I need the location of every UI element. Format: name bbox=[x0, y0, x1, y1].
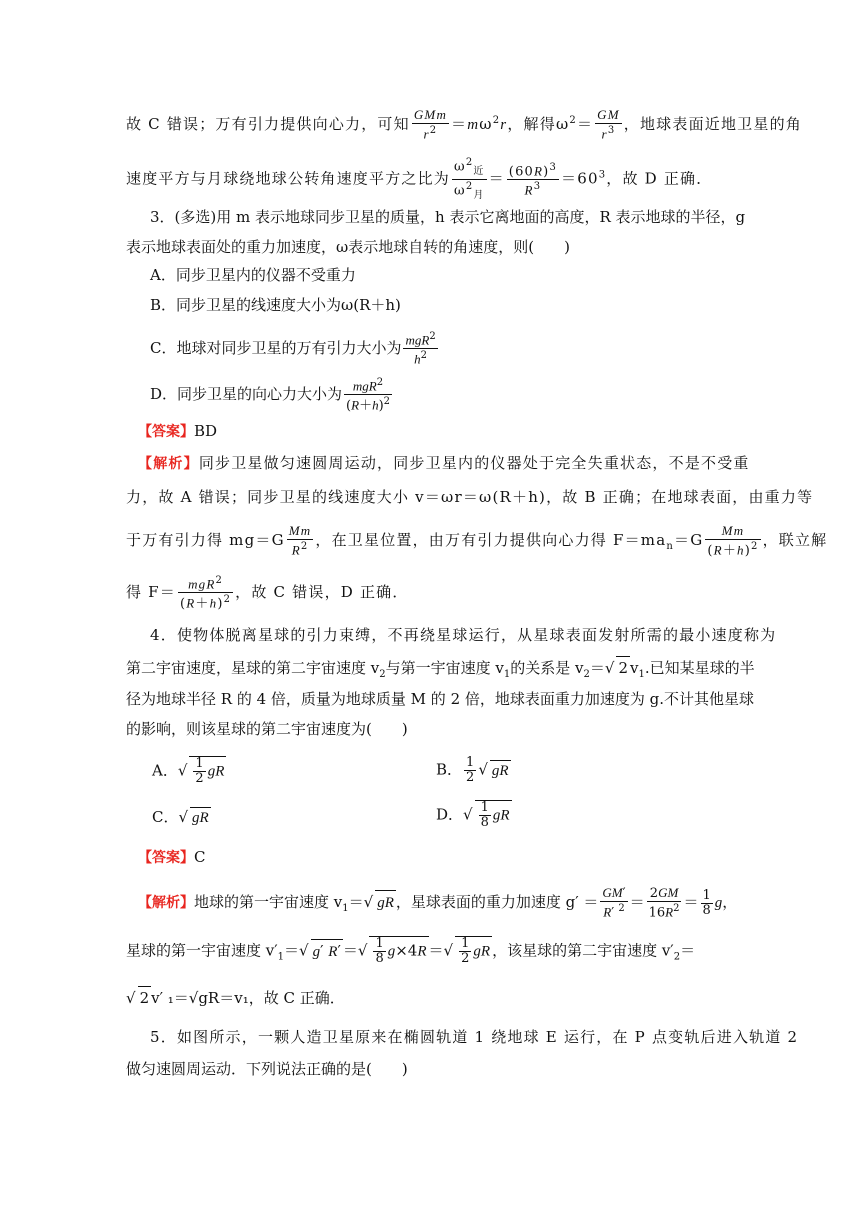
text-run: 故 C 错误；万有引力提供向心力，可知 bbox=[126, 115, 410, 134]
fraction: $\frac{1}{2}$ bbox=[195, 756, 204, 786]
text-run: D． bbox=[436, 805, 464, 824]
explanation-4-line-2: 星球的第一宇宙速度 $v'_1=√$ g′ R′ ＝√ $\frac{1}{8}$ g×4R ＝√ $\frac{1}{2}$ gR ，该星球的第二宇宙速度 $v'_2=$ bbox=[126, 936, 696, 966]
text-run: ，该星球的第二宇宙速度 v′ bbox=[492, 941, 674, 960]
answer-value: BD bbox=[194, 422, 218, 440]
fraction: $\omega^2_近$ $\omega^2_月$ bbox=[454, 157, 485, 201]
text-run: 同步卫星做匀速圆周运动，同步卫星内的仪器处于完全失重状态，不是不受重 bbox=[198, 454, 750, 472]
answer-tag: 【答案】 bbox=[138, 850, 194, 866]
explanation-3-line-2: 力，故 A 错误；同步卫星的线速度大小 v＝ωr＝ω(R＋h)，故 B 正确；在地球表面，由重力等 bbox=[126, 488, 814, 506]
text-run: D．同步卫星的向心力大小为 bbox=[150, 384, 343, 403]
explanation-tag: 【解析】 bbox=[138, 456, 199, 472]
fraction: GMm $r^2$ bbox=[413, 107, 448, 142]
text-run: ＝G bbox=[674, 531, 704, 550]
option-a: A．同步卫星内的仪器不受重力 bbox=[150, 266, 356, 284]
fraction: $\frac{GM'}{R' ^2}$ bbox=[602, 885, 626, 921]
text-run: v′ ₁＝√gR＝v₁，故 C 正确． bbox=[151, 989, 345, 1007]
question-3-line-2: 表示地球表面处的重力加速度，ω表示地球自转的角速度，则( ) bbox=[126, 238, 570, 256]
text-run: ＝ bbox=[284, 941, 300, 960]
question-4-line-3: 径为地球半径 R 的 4 倍，质量为地球质量 M 的 2 倍，地球表面重力加速度为 g.不计其他星球 bbox=[126, 690, 755, 708]
option-d: D．√ $\frac{1}{8}$ gR bbox=[436, 800, 510, 830]
answer-value: C bbox=[194, 848, 206, 866]
text-run: ＝ bbox=[680, 941, 696, 960]
explanation-tag: 【解析】 bbox=[138, 895, 194, 912]
text-line: 故 C 错误；万有引力提供向心力，可知 GMm $r^2$ $=m\omega^2r$，解得$\omega^2=$ $\frac{GM}{r^3}$ ，地球表面近地卫星的角 bbox=[126, 107, 802, 142]
text-run: C． bbox=[152, 808, 179, 826]
fraction: $\frac{1}{8}$ bbox=[702, 887, 711, 918]
text-run: 与第一宇宙速度 v bbox=[385, 659, 504, 677]
text-run: ，联立解 bbox=[762, 531, 828, 550]
text-run: 第二宇宙速度，星球的第二宇宙速度 v bbox=[126, 659, 380, 677]
fraction: $\frac{Mm}{R^2}$ bbox=[288, 523, 312, 558]
option-c bbox=[150, 330, 762, 368]
answer-3 bbox=[138, 420, 750, 443]
text-run: 地球的第一宇宙速度 v bbox=[194, 893, 343, 912]
text-run: .已知某星球的半 bbox=[644, 659, 755, 677]
text-run: B． bbox=[436, 760, 463, 779]
question-4-line-1: 4．使物体脱离星球的引力束缚，不再绕星球运行，从星球表面发射所需的最小速度称为 bbox=[150, 626, 777, 644]
text-run: ，在卫星位置，由万有引力提供向心力得 F＝ma bbox=[315, 531, 667, 550]
answer-4 bbox=[138, 846, 750, 869]
text-run: ，故 C 错误，D 正确． bbox=[235, 582, 409, 601]
text-run: 得 F＝ bbox=[126, 582, 176, 601]
question-4-line-2: 第二宇宙速度，星球的第二宇宙速度 $v_2$与第一宇宙速度 $v_1$的关系是 $v_2=√$ 2 $v_1$.已知某星球的半 bbox=[126, 656, 738, 686]
text-run: 速度平方与月球绕地球公转角速度平方之比为 bbox=[126, 169, 451, 188]
explanation-4-line-3: √ 2 v′ ₁＝√gR＝v₁，故 C 正确． bbox=[126, 986, 738, 1009]
fraction: $\frac{1}{8}$ bbox=[480, 800, 489, 830]
fraction: $\frac{1}{8}$ bbox=[375, 936, 384, 966]
text-run: ，解得 bbox=[507, 115, 556, 134]
text-line: 速度平方与月球绕地球公转角速度平方之比为 $\omega^2_近$ $\omega^2_月$ ＝ $\frac{(60R)^3}{R^3}$ $=60^3$，故 D 正确． bbox=[126, 157, 713, 201]
fraction: mgR$^2$ $(R+h)^2$ bbox=[179, 575, 232, 612]
fraction: mgR$^2$ $h^2$ bbox=[405, 331, 436, 367]
fraction: $\frac{(60R)^3}{R^3}$ bbox=[508, 161, 558, 198]
text-run: ，星球表面的重力加速度 g′ ＝ bbox=[395, 893, 599, 912]
text-run: ，故 D 正确． bbox=[606, 169, 713, 188]
question-5-line-2: 做匀速圆周运动．下列说法正确的是( ) bbox=[126, 1060, 408, 1078]
option-b: B． $\frac{1}{2}$ √ gR bbox=[436, 755, 509, 785]
answer-tag: 【答案】 bbox=[138, 424, 194, 440]
text-run: A． bbox=[152, 761, 178, 780]
question-5-line-1: 5．如图所示，一颗人造卫星原来在椭圆轨道 1 绕地球 E 运行，在 P 点变轨后进入轨道 2 bbox=[150, 1028, 799, 1046]
explanation-3-line-1 bbox=[138, 452, 750, 475]
text-run: C．地球对同步卫星的万有引力大小为 bbox=[150, 338, 402, 357]
text-run: 于万有引力得 mg＝G bbox=[126, 531, 285, 550]
fraction: mgR$^2$ $(R+h)^2$ bbox=[346, 377, 391, 414]
explanation-4-line-1: 【解析】地球的第一宇宙速度 $v_1=√$ gR ，星球表面的重力加速度 g′ ＝ $\frac{GM'}{R' ^2}$ ＝ $\frac{2GM}{16R^2}$ ＝ $\frac{1}{8}$ g， bbox=[138, 885, 738, 921]
explanation-3-line-4 bbox=[126, 574, 738, 612]
explanation-3-line-3: 于万有引力得 mg＝G $\frac{Mm}{R^2}$ ，在卫星位置，由万有引力提供向心力得 $F=ma_n=G$ $\frac{Mm}{(R+h)^2}$ ，联立解 bbox=[126, 523, 828, 559]
option-b: B．同步卫星的线速度大小为ω(R＋h) bbox=[150, 296, 401, 314]
text-run: ，地球表面近地卫星的角 bbox=[623, 115, 802, 134]
text-run: v bbox=[630, 659, 639, 677]
text-run: ＝ bbox=[589, 659, 605, 677]
text-run: ＝ bbox=[348, 893, 364, 912]
fraction: $\frac{1}{2}$ bbox=[461, 936, 470, 966]
question-4-line-4: 的影响，则该星球的第二宇宙速度为( ) bbox=[126, 720, 408, 738]
fraction: $\frac{Mm}{(R+h)^2}$ bbox=[707, 523, 759, 559]
text-run: 星球的第一宇宙速度 v′ bbox=[126, 941, 278, 960]
text-run: 的关系是 v bbox=[510, 659, 584, 677]
fraction: $\frac{GM}{r^3}$ bbox=[597, 107, 620, 142]
option-d bbox=[150, 376, 762, 414]
option-c: C．√ gR bbox=[152, 808, 209, 826]
fraction: $\frac{1}{2}$ bbox=[466, 755, 475, 785]
question-3-line-1: 3．(多选)用 m 表示地球同步卫星的质量，h 表示它离地面的高度，R 表示地球的半径，g bbox=[150, 208, 746, 226]
fraction: $\frac{2GM}{16R^2}$ bbox=[648, 885, 680, 921]
option-a: A．√ $\frac{1}{2}$ gR bbox=[152, 756, 225, 786]
